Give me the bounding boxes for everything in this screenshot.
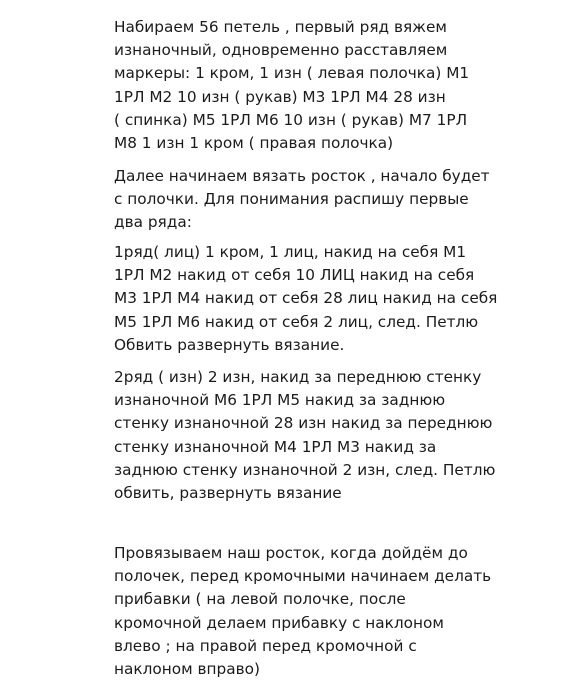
text-line: изнаночной М6 1РЛ М5 накид за заднюю: [114, 391, 446, 410]
text-line: стенку изнаночной М4 1РЛ М3 накид за: [114, 437, 437, 456]
text-line: 2ряд ( изн) 2 изн, накид за переднюю стенку: [114, 368, 482, 386]
text-line: 1РЛ М2 10 изн ( рукав) М3 1РЛ М4 28 изн: [114, 87, 446, 106]
text-line: М8 1 изн 1 кром ( правая полочка): [114, 133, 394, 152]
text-line: 1РЛ М2 накид от себя 10 ЛИЦ накид на себя: [114, 266, 475, 285]
text-line: Далее начинаем вязать росток , начало будет: [114, 167, 490, 185]
paragraph-cast-on: [114, 16, 564, 155]
paragraph-row-2: [114, 366, 564, 505]
text-line: обвить, развернуть вязание: [114, 483, 342, 502]
text-line: прибавки ( на левой полочке, после: [114, 590, 406, 609]
text-line: Провязываем наш росток, когда дойдём до: [114, 544, 468, 562]
text-line: полочек, перед кромочными начинаем делать: [114, 567, 492, 586]
text-line: кромочной делаем прибавку с наклоном: [114, 613, 444, 632]
paragraph-row-1: [114, 241, 564, 357]
text-line: М5 1РЛ М6 накид от себя 2 лиц, след. Петлю: [114, 312, 479, 331]
text-line: стенку изнаночной 28 изн накид за переднюю: [114, 414, 493, 433]
paragraph-intro: [114, 165, 564, 235]
text-line: ( спинка) М5 1РЛ М6 10 изн ( рукав) М7 1РЛ: [114, 110, 468, 129]
text-line: с полочки. Для понимания распишу первые: [114, 190, 469, 209]
text-line: маркеры: 1 кром, 1 изн ( левая полочка) М1: [114, 64, 470, 83]
text-line: наклоном вправо): [114, 659, 260, 678]
text-line: Обвить развернуть вязание.: [114, 335, 345, 354]
text-line: влево ; на правой перед кромочной с: [114, 636, 417, 655]
text-line: изнаночный, одновременно расставляем: [114, 41, 448, 60]
text-line: два ряда:: [114, 213, 192, 232]
text-line: М3 1РЛ М4 накид от себя 28 лиц накид на себя: [114, 289, 498, 308]
text-line: заднюю стенку изнаночной 2 изн, след. Петлю: [114, 460, 496, 479]
text-line: 1ряд( лиц) 1 кром, 1 лиц, накид на себя М1: [114, 243, 467, 261]
text-line: Набираем 56 петель , первый ряд вяжем: [114, 18, 447, 36]
paragraph-increases: [114, 542, 564, 681]
